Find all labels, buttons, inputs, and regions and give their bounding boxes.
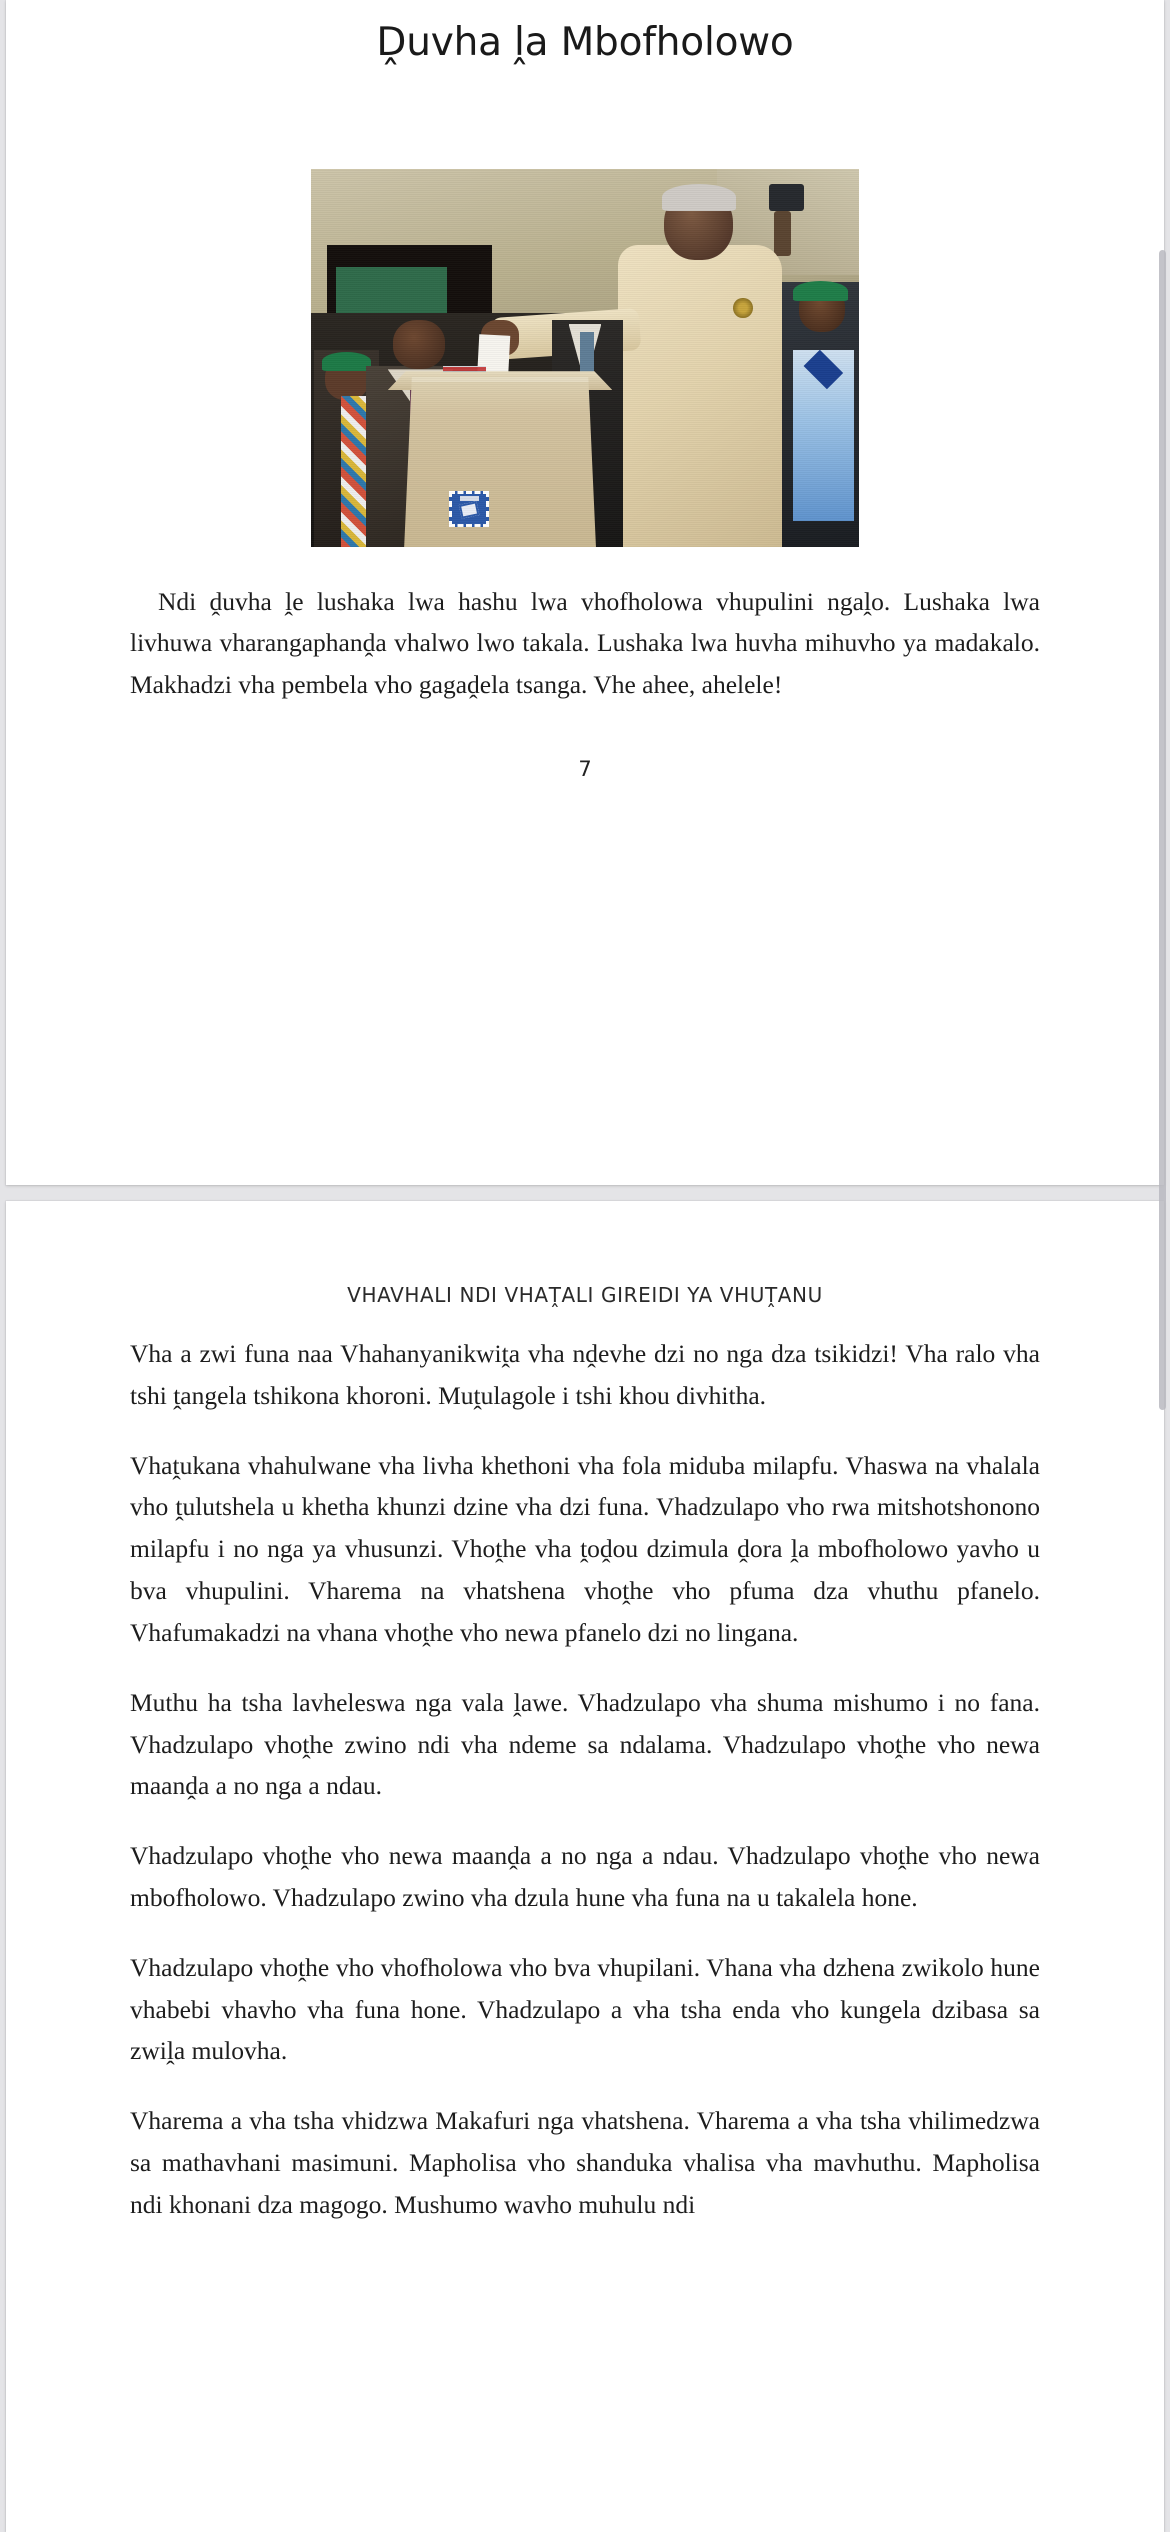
body-paragraph: Vharema a vha tsha vhidzwa Makafuri nga vhatshena. Vharema a vha tsha vhilimedzwa sa mathavhani masimuni. Mapholisa vho shanduka vhalisa vha mavhuthu. Mapholisa ndi khonani dza magogo. Mushumo wavho muhulu ndi bbox=[130, 2106, 1040, 2219]
body-paragraph: Vhaṱukana vhahulwane vha livha khethoni vha fola miduba milapfu. Vhaswa na vhalala vho ṱulutshela u khetha khunzi dzine vha dzi funa. Vhadzulapo vho rwa mitshotshonono milapfu i no nga ya vhusunzi. Vhoṱhe vha ṱoḓou dzimula ḓora ḽa mbofholowo yavho u bva vhupulini. Vharema na vhatshena vhoṱhe vho pfuma dza vhuthu pfanelo. Vhafumakadzi na vhana vhoṱhe vho newa pfanelo dzi no lingana. bbox=[130, 1450, 1040, 1647]
iec-logo-label-strip bbox=[460, 496, 479, 501]
body-paragraph: Vhadzulapo vhoṱhe vho vhofholowa vho bva vhupilani. Vhana vha dzhena zwikolo hune vhabebi vhavho vha funa hone. Vhadzulapo a vha tsha enda vho kungela dzibasa sa zwiḽa mulovha. bbox=[130, 1952, 1040, 2066]
body-text-column bbox=[130, 1307, 1040, 2226]
photo-shirt-badge bbox=[733, 298, 753, 319]
figure-caption: Ndi ḓuvha ḽe lushaka lwa hashu lwa vhofholowa vhupulini ngaḽo. Lushaka lwa livhuwa vharangaphanḓa vhalwo lwo takala. Lushaka lwa huvha mihuvho ya madakalo. Makhadzi vha pembela vho gagaḓela tsanga. Vhe ahee, ahelele! bbox=[130, 587, 1040, 699]
document-page-1 bbox=[6, 0, 1164, 1185]
vertical-scrollbar[interactable] bbox=[1159, 250, 1166, 1410]
photo-person-left-two-head bbox=[393, 320, 445, 369]
iec-logo bbox=[449, 491, 489, 527]
voting-photograph bbox=[311, 169, 859, 547]
body-paragraph: Vha a zwi funa naa Vhahanyanikwiṱa vha nḓevhe dzi no nga dza tsikidzi! Vha ralo vha tshi ṱangela tshikona khoroni. Muṱulagole i tshi khou divhitha. bbox=[130, 1339, 1040, 1410]
photo-person-left-one-cap bbox=[322, 352, 371, 371]
photo-main-figure-shirt bbox=[618, 245, 782, 547]
photo-main-figure-hair bbox=[662, 184, 736, 210]
figure-container bbox=[6, 169, 1164, 547]
page-title: Ḓuvha ḽa Mbofholowo bbox=[376, 20, 794, 65]
body-paragraph: Vhadzulapo vhoṱhe vho newa maanḓa a no nga a ndau. Vhadzulapo vhoṱhe vho newa mbofholowo. Vhadzulapo zwino vha dzula hune vha funa na u takalela hone. bbox=[130, 1841, 1040, 1912]
page-separator bbox=[0, 1185, 1170, 1201]
camera-icon bbox=[769, 184, 805, 210]
photo-person-right-cap bbox=[793, 281, 848, 302]
body-paragraph: Muthu ha tsha lavheleswa nga vala ḽawe. Vhadzulapo vha shuma mishumo i no fana. Vhadzulapo vhoṱhe zwino ndi vha ndeme sa ndalama. Vhadzulapo vhoṱhe vho newa maanḓa a no nga a ndau. bbox=[130, 1687, 1040, 1801]
photo-ballot-box bbox=[404, 377, 596, 547]
page-number: 7 bbox=[578, 756, 592, 781]
document-page-2 bbox=[6, 1201, 1164, 2532]
photo-raised-arm bbox=[774, 211, 790, 256]
section-heading: VHAVHALI NDI VHAṰALI GIREIDI YA VHUṰANU bbox=[347, 1283, 823, 1307]
iec-logo-ballot-glyph bbox=[459, 501, 479, 518]
